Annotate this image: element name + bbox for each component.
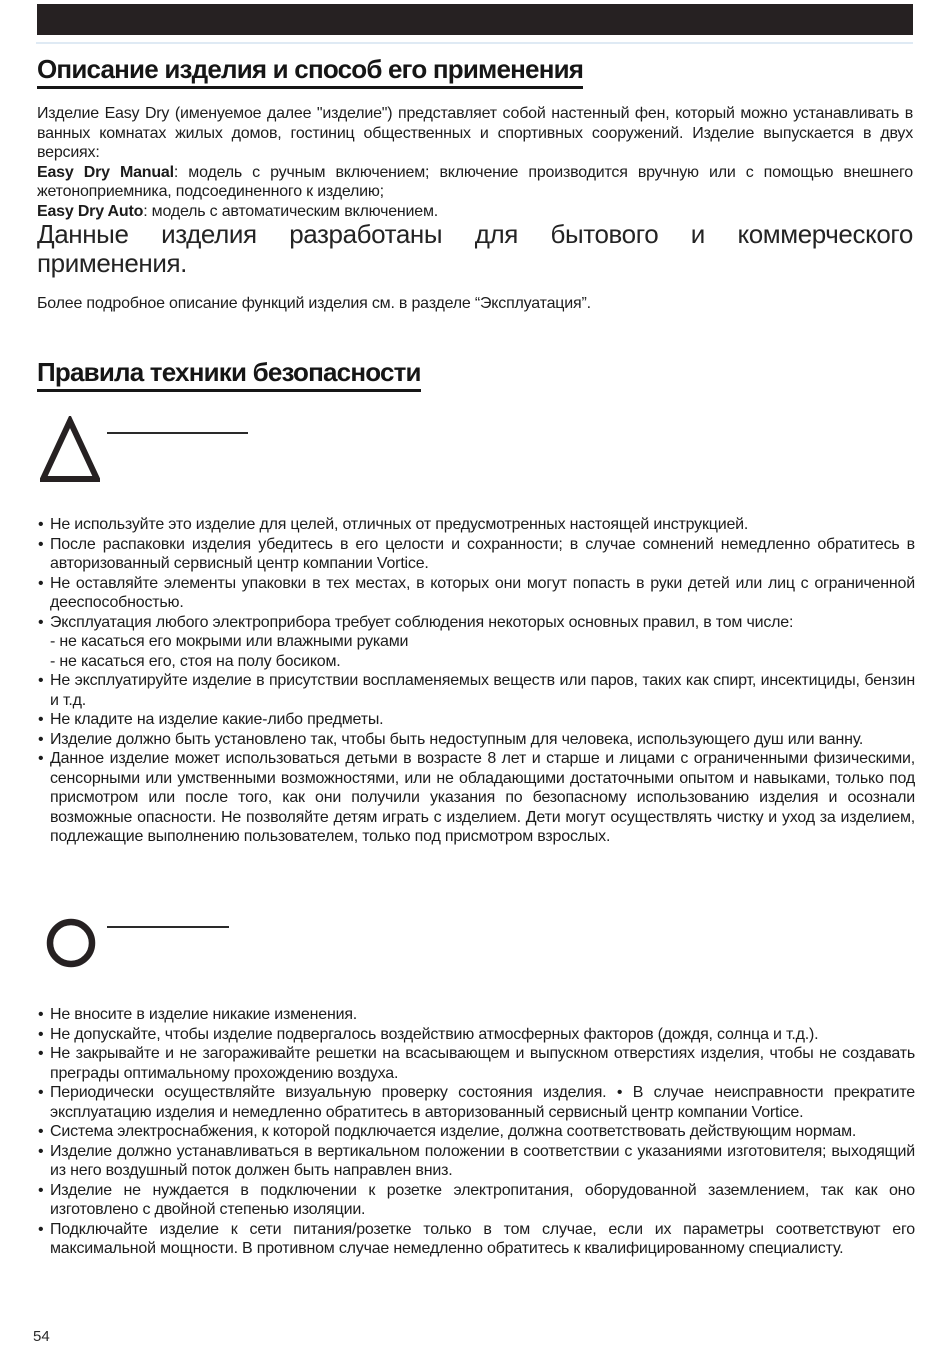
auto-version-text: : модель с автоматическим включением.: [143, 202, 439, 220]
list-item: [37, 613, 915, 672]
intro-paragraph: Изделие Easy Dry (именуемое далее "изделие") представляет собой настенный фен, который можно устанавливать в ванных комнатах жилых домов, гостиниц общественных и спортивных сооружений. Изделие выпускается в двух версиях:: [37, 105, 913, 161]
bullet-text: Изделие должно устанавливаться в вертикальном положении в соответствии с указаниями изготовителя; выходящий из него воздушный поток должен быть направлен вниз.: [50, 1142, 915, 1179]
manual-version-paragraph: [37, 163, 913, 202]
section-title-safety: [37, 359, 421, 392]
bullet-text: Изделие не нуждается в подключении к розетке электропитания, оборудованной заземлением, так как оно изготовлено с двойной степенью изоляции.: [50, 1181, 915, 1218]
warning-label-line: [107, 432, 248, 434]
bullet-text: Не вносите в изделие никакие изменения.: [50, 1006, 358, 1023]
section-title-description-text: Описание изделия и способ его применения: [37, 56, 583, 89]
list-item: [37, 1083, 915, 1122]
list-item: [37, 574, 915, 613]
sub-item: - не касаться его, стоя на полу босиком.: [50, 652, 341, 670]
bullet-text: Периодически осуществляйте визуальную проверку состояния изделия. • В случае неисправности прекратите эксплуатацию изделия и немедленно обратитесь в авторизованный сервисный центр компании Vortice.: [50, 1084, 915, 1121]
list-item: [37, 1025, 915, 1045]
list-item: [37, 515, 915, 535]
prohibition-circle-icon: [46, 918, 96, 968]
list-item: [37, 535, 915, 574]
list-item: [37, 671, 915, 710]
bullet-text: Не кладите на изделие какие-либо предметы.: [50, 711, 384, 728]
bullet-text: Данное изделие может использоваться детьми в возрасте 8 лет и старше и лицами с ограниченными физическими, сенсорными или умственными возможностями, или не обладающими достаточными опытом и навыками, только под присмотром или после того, как они получили указания по безопасному использованию изделия и осознали возможные опасности. Не позволяйте детям играть с изделием. Дети могут осуществлять чистку и уход за изделием, подлежащие выполнению пользователем, только под присмотром взрослых.: [50, 750, 915, 845]
list-item: [37, 730, 915, 750]
section-title-safety-text: Правила техники безопасности: [37, 359, 421, 392]
bullet-text: Эксплуатация любого электроприбора требует соблюдения некоторых основных правил, в том числе:: [50, 613, 794, 631]
bullet-text: Не используйте это изделие для целей, отличных от предусмотренных настоящей инструкцией.: [50, 516, 749, 533]
page-number: 54: [33, 1328, 50, 1345]
auto-version-label: Easy Dry Auto: [37, 202, 144, 220]
list-item: [37, 1044, 915, 1083]
list-item: [37, 710, 915, 730]
list-item: [37, 1005, 915, 1025]
warning-bullet-list: [37, 515, 915, 847]
header-band: [37, 4, 913, 35]
bullet-text: Не закрывайте и не загораживайте решетки на всасывающем и выпускном отверстиях изделия, чтобы не создавать преграды оптимальному прохождению воздуха.: [50, 1045, 915, 1082]
see-operation-note: Более подробное описание функций изделия см. в разделе “Эксплуатация”.: [37, 295, 591, 312]
list-item: [37, 1142, 915, 1181]
bullet-text: После распаковки изделия убедитесь в его целости и сохранности; в случае сомнений немедленно обратитесь в авторизованный сервисный центр компании Vortice.: [50, 535, 915, 572]
sub-item: - не касаться его мокрыми или влажными руками: [50, 633, 409, 650]
manual-version-text: : модель с ручным включением; включение производится вручную или с помощью внешнего жетоноприемника, подсоединенного к изделию;: [37, 163, 913, 200]
caution-icon-block: [46, 918, 96, 973]
scan-hairline: [36, 42, 913, 44]
bullet-text: Не оставляйте элементы упаковки в тех местах, в которых они могут попасть в руки детей или лиц с ограниченной дееспособностью.: [50, 574, 915, 611]
bullet-text: Подключайте изделие к сети питания/розетке только в том случае, если их параметры соответствуют его максимальной мощности. В противном случае немедленно обратитесь к квалифицированному специалисту.: [50, 1220, 915, 1257]
list-item: [37, 1181, 915, 1220]
warning-triangle-icon: [40, 416, 100, 484]
list-item: [37, 749, 915, 847]
bullet-text: Система электроснабжения, к которой подключается изделие, должна соответствовать действующим нормам.: [50, 1123, 857, 1140]
warning-icon-block: [40, 416, 100, 489]
bullet-text: Изделие должно быть установлено так, чтобы быть недоступным для человека, использующего душ или ванну.: [50, 730, 864, 748]
bullet-text: Не допускайте, чтобы изделие подвергалось воздействию атмосферных факторов (дождя, солнца и т.д.).: [50, 1025, 819, 1043]
list-item: [37, 1220, 915, 1259]
manual-version-label: Easy Dry Manual: [37, 163, 174, 181]
bullet-text: Не эксплуатируйте изделие в присутствии воспламеняемых веществ или паров, таких как спирт, инсектициды, бензин и т.д.: [50, 672, 915, 709]
caution-label-line: [107, 926, 229, 928]
caution-bullet-list: [37, 1005, 915, 1259]
list-item: [37, 1122, 915, 1142]
description-intro: [37, 104, 913, 221]
usage-statement: Данные изделия разработаны для бытового и коммерческого применения.: [37, 219, 913, 278]
section-title-description: [37, 56, 583, 89]
